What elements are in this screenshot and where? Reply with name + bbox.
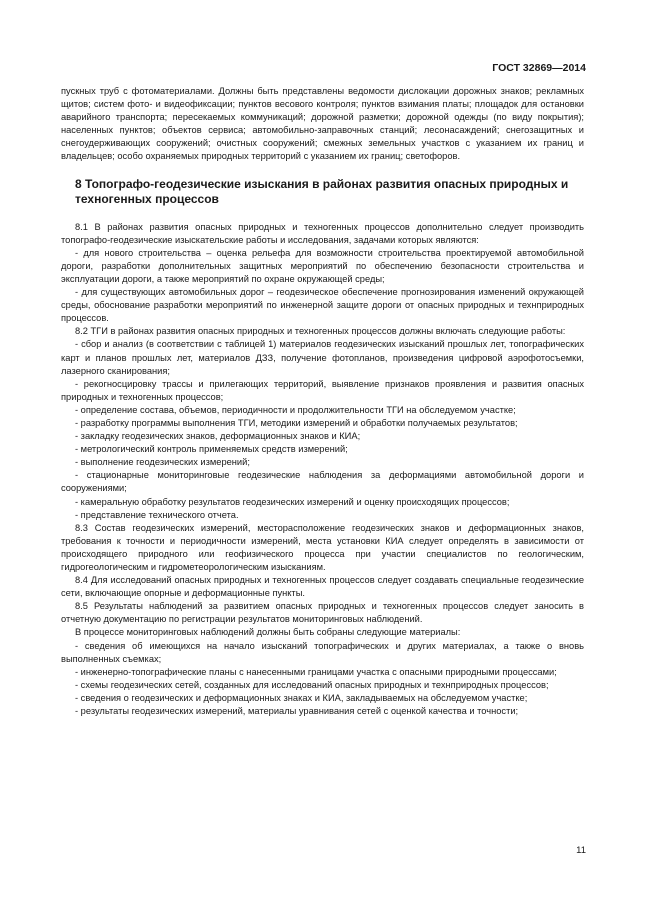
paragraph-8-2: 8.2 ТГИ в районах развития опасных природных и техногенных процессов должны включать следующие работы: — [75, 326, 566, 337]
list-item: - схемы геодезических сетей, созданных для исследований опасных природных и технприродных процессов; — [75, 679, 549, 690]
list-item: - метрологический контроль применяемых средств измерений; — [75, 444, 348, 455]
list-item: - для нового строительства – оценка рельефа для возможности строительства проектируемой автомобильной дороги, разработки дополнительных защитных мероприятий по обеспечению безопасности строительства и эксплуатации дороги, а также мероприятий по охране окружающей среды; — [61, 247, 584, 284]
intro-paragraph: пускных труб с фотоматериалами. Должны быть представлены ведомости дислокации дорожных знаков; рекламных щитов; систем фото- и видеофиксации; пунктов весового контроля; пунктов взимания платы; площадок для остановки аварийного транспорта; пересекаемых коммуникаций; дорожной разметки; дорожной одежды (по виду покрытия); населенных пунктов; объектов сервиса; автомобильно-заправочных станций; лесонасаждений; снегозащитных и снегоудерживающих сооружений; очистных сооружений; смежных земельных участков с указанием их границ и владельцев; особо охраняемых природных территорий с указанием их границ; светофоров. — [61, 86, 584, 162]
list-item: - разработку программы выполнения ТГИ, методики измерений и обработки получаемых результатов; — [75, 417, 518, 428]
paragraph-8-5: 8.5 Результаты наблюдений за развитием опасных природных и техногенных процессов следует заносить в отчетную документацию по регистрации результатов мониторинговых наблюдений. — [61, 601, 584, 625]
paragraph-8-4: 8.4 Для исследований опасных природных и техногенных процессов следует создавать специальные геодезические сети, включающие опорные и деформационные пункты. — [61, 575, 584, 599]
list-item: - сведения об имеющихся на начало изысканий топографических и других материалах, а также о вновь выполненных съемках; — [61, 640, 584, 664]
list-item: - представление технического отчета. — [75, 509, 239, 520]
page-body — [61, 85, 584, 718]
list-item: - определение состава, объемов, периодичности и продолжительности ТГИ на обследуемом участке; — [75, 404, 516, 415]
document-id: ГОСТ 32869—2014 — [492, 62, 586, 74]
page-number: 11 — [576, 845, 586, 856]
list-item: - инженерно-топографические планы с нанесенными границами участка с опасными природными процессами; — [75, 666, 557, 677]
list-item: - сведения о геодезических и деформационных знаках и КИА, закладываемых на обследуемом участке; — [75, 692, 528, 703]
list-item: - результаты геодезических измерений, материалы уравнивания сетей с оценкой качества и точности; — [75, 706, 519, 717]
list-item: - выполнение геодезических измерений; — [75, 457, 250, 468]
paragraph-8-3: 8.3 Состав геодезических измерений, месторасположение геодезических знаков и деформационных знаков, требования к точности и периодичности измерений, места установки КИА следует определять в зависимости от происходящего природного или геофизического процесса при участии специалистов по геологическим, гидрогеологическим и гидрометеорологическим изысканиям. — [61, 522, 584, 572]
list-item: - рекогносцировку трассы и прилегающих территорий, выявление признаков проявления и развития опасных природных и техногенных процессов; — [61, 378, 584, 402]
list-item: - для существующих автомобильных дорог – геодезическое обеспечение прогнозирования изменений окружающей среды, обоснование разработки мероприятий по инженерной защите дороги от опасных природных и технприродных процессов. — [61, 287, 584, 324]
list-item: - сбор и анализ (в соответствии с таблицей 1) материалов геодезических изысканий прошлых лет, топографических карт и планов прошлых лет, материалов ДЗЗ, получение фотопланов, произведения цифровой аэрофотосъемки, лазерного сканирования; — [61, 339, 584, 376]
paragraph-8-1: 8.1 В районах развития опасных природных и техногенных процессов дополнительно следует производить топографо-геодезические изыскательские работы и исследования, задачами которых являются: — [61, 221, 584, 245]
list-item: - камеральную обработку результатов геодезических измерений и оценку происходящих процессов; — [75, 496, 510, 507]
list-item: - закладку геодезических знаков, деформационных знаков и КИА; — [75, 431, 361, 442]
paragraph-materials: В процессе мониторинговых наблюдений должны быть собраны следующие материалы: — [75, 627, 461, 638]
list-item: - стационарные мониторинговые геодезические наблюдения за деформациями автомобильной дороги и сооружениями; — [61, 470, 584, 494]
section-heading: 8 Топографо-геодезические изыскания в районах развития опасных природных и техногенных процессов — [75, 176, 569, 206]
